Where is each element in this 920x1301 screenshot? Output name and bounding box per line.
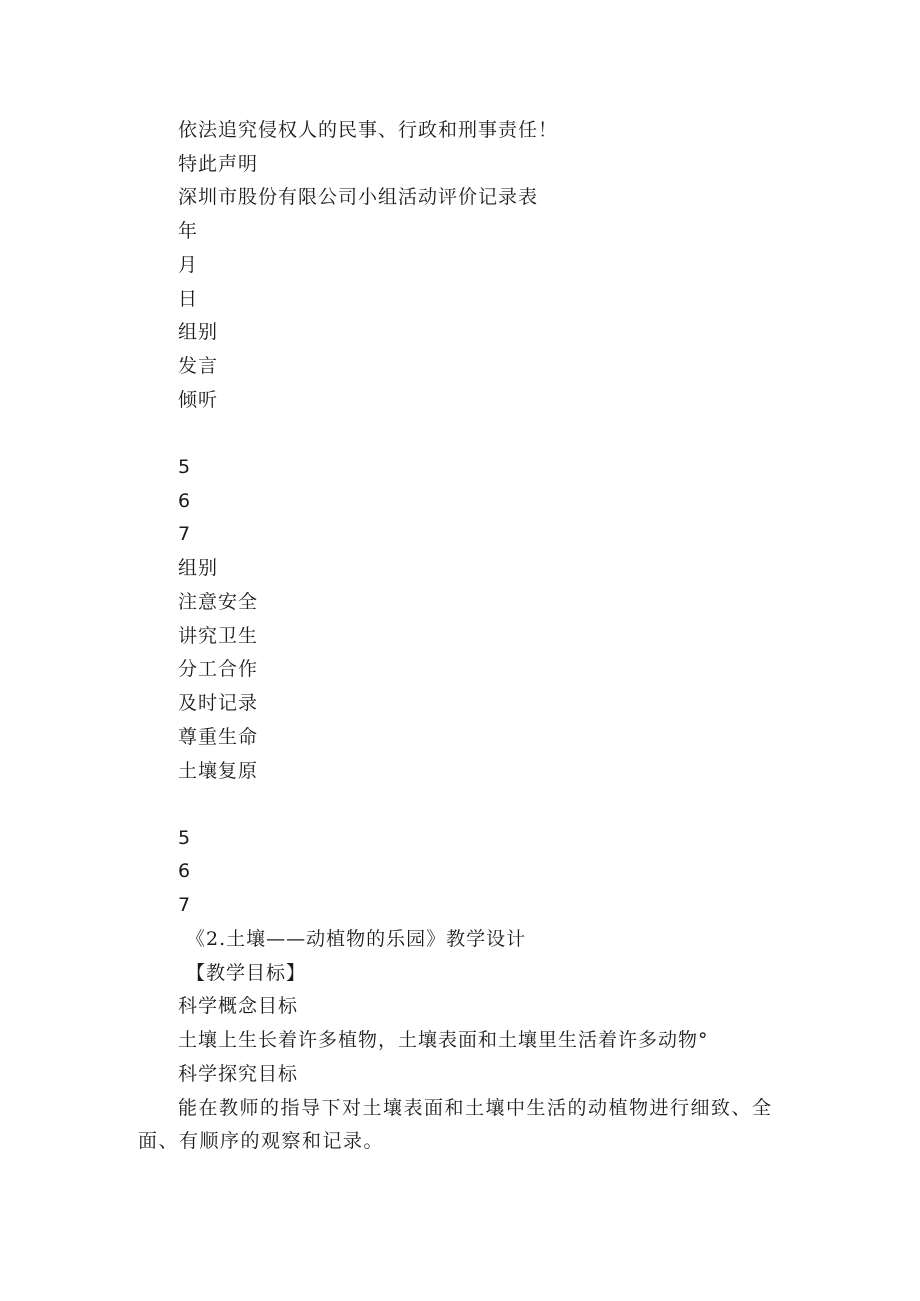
criteria-hygiene: 讲究卫生 bbox=[178, 625, 259, 647]
criteria-recording: 及时记录 bbox=[178, 692, 259, 714]
statement-line: 依法追究侵权人的民事、行政和刑事责任！ bbox=[178, 119, 559, 141]
criteria-teamwork: 分工合作 bbox=[178, 658, 259, 680]
inquiry-text: 能在教师的指导下对土壤表面和土壤中生活的动植物进行细致、全面、有顺序的观察和记录。 bbox=[138, 1097, 773, 1152]
form-field-listening: 倾听 bbox=[178, 389, 219, 411]
lesson-title: 《2.土壤——动植物的乐园》教学设计 bbox=[186, 928, 527, 950]
group-number: 7 bbox=[178, 523, 191, 545]
concept-heading: 科学概念目标 bbox=[178, 995, 299, 1017]
criteria-soil-restore: 土壤复原 bbox=[178, 760, 259, 782]
criteria-safety: 注意安全 bbox=[178, 591, 259, 613]
group-number: 5 bbox=[178, 827, 191, 849]
form-title: 深圳市股份有限公司小组活动评价记录表 bbox=[178, 186, 539, 208]
form-field-month: 月 bbox=[178, 254, 199, 276]
form-field-speaking: 发言 bbox=[178, 355, 219, 377]
group-number: 6 bbox=[178, 490, 191, 512]
group-number: 7 bbox=[178, 894, 191, 916]
concept-text: 土壤上生长着许多植物，土壤表面和土壤里生活着许多动物° bbox=[178, 1029, 709, 1051]
criteria-group: 组别 bbox=[178, 557, 219, 579]
goals-heading: 【教学目标】 bbox=[186, 962, 307, 984]
form-field-year: 年 bbox=[178, 220, 199, 242]
group-number: 6 bbox=[178, 860, 191, 882]
group-number: 5 bbox=[178, 456, 191, 478]
inquiry-heading: 科学探究目标 bbox=[178, 1063, 299, 1085]
form-field-day: 日 bbox=[178, 288, 199, 310]
form-field-group: 组别 bbox=[178, 321, 219, 343]
statement-closing: 特此声明 bbox=[178, 153, 259, 175]
criteria-respect-life: 尊重生命 bbox=[178, 726, 259, 748]
